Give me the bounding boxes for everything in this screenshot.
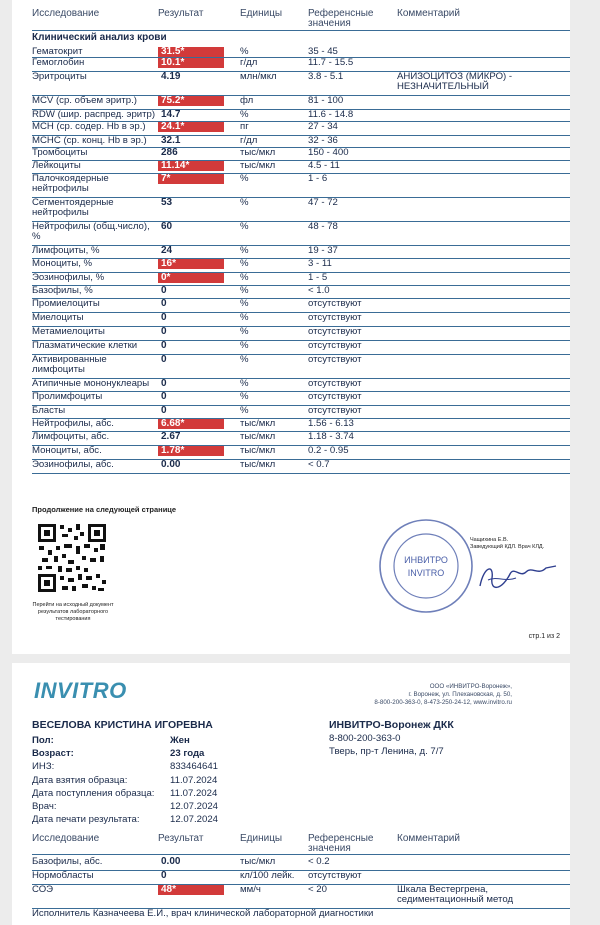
test-name: Гематокрит: [32, 46, 83, 57]
p2-header-result: Результат: [158, 833, 204, 844]
table-row: [32, 121, 570, 136]
reference-range: 0.2 - 0.95: [308, 445, 349, 456]
header-comment: Комментарий: [397, 8, 460, 19]
test-name: Нейтрофилы (общ.число), %: [32, 221, 150, 242]
table-row: [32, 258, 570, 273]
result-value: 2.67: [161, 431, 181, 442]
test-name: Активированные лимфоциты: [32, 354, 107, 375]
test-name: Палочкоядерные нейтрофилы: [32, 173, 109, 194]
table-row: [32, 285, 570, 299]
header-reference: Референсные значения: [308, 8, 374, 29]
table-row: [32, 245, 570, 259]
test-name: Базофилы, %: [32, 285, 93, 296]
table-row: [32, 71, 570, 96]
reference-range: < 20: [308, 884, 327, 895]
table-row: [32, 221, 570, 246]
reference-range: 150 - 400: [308, 147, 349, 158]
test-name: Базофилы, абс.: [32, 856, 103, 867]
table-row: [32, 391, 570, 406]
reference-range: 47 - 72: [308, 197, 338, 208]
signature-icon: [472, 556, 562, 596]
reference-range: отсутствуют: [308, 405, 362, 416]
test-name: Бласты: [32, 405, 66, 416]
units: пг: [240, 121, 249, 132]
p2-header-divider: [32, 854, 570, 855]
test-name: Нормобласты: [32, 870, 94, 881]
clinic-name: ИНВИТРО-Воронеж ДКК: [329, 719, 454, 731]
result-value: 1.78*: [158, 446, 224, 456]
reference-range: 11.7 - 15.5: [308, 57, 354, 68]
units: %: [240, 245, 249, 256]
test-name: Лимфоциты, абс.: [32, 431, 110, 442]
units: тыс/мкл: [240, 147, 276, 158]
performer: Исполнитель Казначеева Е.И., врач клинической лабораторной диагностики: [32, 908, 374, 919]
info-label: Врач:: [32, 801, 57, 812]
test-name: Эозинофилы, абс.: [32, 459, 114, 470]
units: тыс/мкл: [240, 459, 276, 470]
company-name: ООО «ИНВИТРО-Воронеж»,: [429, 683, 512, 690]
signatory-title: Заведующий КДЛ. Врач КЛД.: [470, 544, 545, 550]
comment: Шкала Вестергрена, седиментационный метод: [397, 884, 514, 905]
header-test: Исследование: [32, 8, 100, 19]
test-name: MCH (ср. содер. Hb в эр.): [32, 121, 146, 132]
table-row: [32, 431, 570, 446]
test-name: MCV (ср. объем эритр.): [32, 95, 137, 106]
units: %: [240, 405, 249, 416]
test-name: Моноциты, абс.: [32, 445, 102, 456]
test-name: Миелоциты: [32, 312, 84, 323]
reference-range: 1.18 - 3.74: [308, 431, 354, 442]
units: тыс/мкл: [240, 160, 276, 171]
units: %: [240, 378, 249, 389]
result-value: 286: [161, 147, 178, 158]
test-name: Гемоглобин: [32, 57, 85, 68]
reference-range: отсутствуют: [308, 340, 362, 351]
result-value: 4.19: [161, 71, 181, 82]
units: мм/ч: [240, 884, 261, 895]
info-label: Возраст:: [32, 748, 74, 760]
units: %: [240, 285, 249, 296]
reference-range: 1 - 6: [308, 173, 328, 184]
table-row: [32, 173, 570, 198]
reference-range: 11.6 - 14.8: [308, 109, 354, 120]
units: тыс/мкл: [240, 856, 276, 867]
test-name: Моноциты, %: [32, 258, 93, 269]
section-title: Клинический анализ крови: [32, 32, 167, 43]
units: %: [240, 272, 249, 283]
info-value: 11.07.2024: [170, 774, 218, 786]
reference-range: 27 - 34: [308, 121, 338, 132]
lab-stamp: [377, 517, 475, 615]
table-row: [32, 340, 570, 355]
reference-range: 81 - 100: [308, 95, 344, 106]
units: г/дл: [240, 57, 258, 68]
units: %: [240, 258, 249, 269]
table-row: [32, 312, 570, 327]
qr-code-icon[interactable]: [36, 522, 108, 594]
reference-range: 3.8 - 5.1: [308, 71, 344, 82]
header-divider: [32, 30, 570, 31]
info-label: ИНЗ:: [32, 761, 55, 773]
result-value: 0.00: [161, 459, 181, 470]
info-value: 833464641: [170, 761, 219, 773]
units: %: [240, 109, 249, 120]
units: г/дл: [240, 135, 258, 146]
result-value: 10.1*: [158, 58, 224, 68]
qr-caption: Перейти на исходный документ результатов лабораторного тестирования: [32, 602, 114, 622]
stamp-text-en: INVITRO: [407, 568, 445, 578]
reference-range: отсутствуют: [308, 870, 362, 881]
info-label: Пол:: [32, 735, 54, 746]
test-name: СОЭ: [32, 884, 54, 895]
table-row: [32, 147, 570, 161]
table-row: [32, 57, 570, 72]
reference-range: 48 - 78: [308, 221, 338, 232]
result-value: 0: [161, 312, 167, 323]
continued-note: Продолжение на следующей странице: [32, 505, 177, 514]
units: %: [240, 221, 249, 232]
reference-range: отсутствуют: [308, 391, 362, 402]
result-value: 0: [161, 326, 167, 337]
result-value: 0: [161, 405, 167, 416]
reference-range: 1.56 - 6.13: [308, 418, 354, 429]
result-value: 0: [161, 354, 167, 365]
info-value: 11.07.2024: [170, 787, 218, 799]
test-name: Лимфоциты, %: [32, 245, 100, 256]
test-name: Нейтрофилы, абс.: [32, 418, 114, 429]
reference-range: 19 - 37: [308, 245, 338, 256]
table-row: [32, 160, 570, 174]
result-value: 24: [161, 245, 173, 256]
table-row: [32, 418, 570, 432]
test-name: MCHC (ср. конц. Hb в эр.): [32, 135, 147, 146]
info-value: 12.07.2024: [170, 814, 219, 826]
units: %: [240, 298, 249, 309]
test-name: Лейкоциты: [32, 160, 81, 171]
invitro-logo: INVITRO: [34, 678, 127, 703]
p2-header-comment: Комментарий: [397, 833, 460, 844]
reference-range: отсутствуют: [308, 312, 362, 323]
table-row: [32, 272, 570, 286]
reference-range: отсутствуют: [308, 298, 362, 309]
units: тыс/мкл: [240, 431, 276, 442]
report-page-1: [12, 0, 570, 654]
test-name: Промиелоциты: [32, 298, 100, 309]
result-value: 16*: [158, 259, 224, 269]
signatory-name: Чащихина Е.В.: [470, 537, 509, 543]
test-name: Эозинофилы, %: [32, 272, 105, 283]
patient-name: ВЕСЕЛОВА КРИСТИНА ИГОРЕВНА: [32, 719, 213, 731]
reference-range: 32 - 36: [308, 135, 338, 146]
result-value: 60: [161, 221, 173, 232]
result-value: 6.68*: [158, 419, 224, 429]
header-result: Результат: [158, 8, 204, 19]
units: фл: [240, 95, 254, 106]
info-label: Дата поступления образца:: [32, 787, 155, 799]
reference-range: отсутствуют: [308, 378, 362, 389]
units: %: [240, 354, 249, 365]
result-value: 0: [161, 298, 167, 309]
table-row: [32, 298, 570, 313]
units: %: [240, 46, 249, 57]
units: %: [240, 326, 249, 337]
table-row: [32, 405, 570, 419]
result-value: 0*: [158, 273, 224, 283]
result-value: 75.2*: [158, 96, 224, 106]
company-phones: 8-800-200-363-0, 8-473-250-24-12, www.invitro.ru: [374, 699, 512, 706]
reference-range: 35 - 45: [308, 46, 338, 57]
result-value: 7*: [158, 174, 224, 184]
stamp-text-ru: ИНВИТРО: [404, 555, 448, 565]
table-row: [32, 354, 570, 379]
report-page-2: [12, 663, 570, 925]
result-value: 48*: [158, 885, 224, 895]
result-value: 0: [161, 391, 167, 402]
header-units: Единицы: [240, 8, 283, 19]
test-name: Тромбоциты: [32, 147, 88, 158]
units: %: [240, 391, 249, 402]
table-row: [32, 326, 570, 341]
comment: АНИЗОЦИТОЗ (МИКРО) - НЕЗНАЧИТЕЛЬНЫЙ: [397, 71, 513, 92]
units: %: [240, 197, 249, 208]
page-number: стр.1 из 2: [528, 633, 560, 640]
result-value: 0: [161, 285, 167, 296]
result-value: 14.7: [161, 109, 181, 120]
table-row: [32, 378, 570, 392]
units: млн/мкл: [240, 71, 277, 82]
p2-header-test: Исследование: [32, 833, 100, 844]
clinic-address: Тверь, пр-т Ленина, д. 7/7: [329, 746, 444, 757]
units: %: [240, 173, 249, 184]
test-name: Сегментоядерные нейтрофилы: [32, 197, 114, 218]
reference-range: 1 - 5: [308, 272, 328, 283]
reference-range: < 0.7: [308, 459, 330, 470]
reference-range: отсутствуют: [308, 326, 362, 337]
table-row: [32, 870, 570, 885]
signature-block: [470, 537, 570, 551]
test-name: Плазматические клетки: [32, 340, 138, 351]
info-value: 23 года: [170, 748, 205, 760]
reference-range: 4.5 - 11: [308, 160, 340, 171]
table-row: [32, 95, 570, 110]
result-value: 24.1*: [158, 122, 224, 132]
result-value: 0: [161, 378, 167, 389]
clinic-phone: 8-800-200-363-0: [329, 733, 401, 744]
reference-range: < 1.0: [308, 285, 330, 296]
test-name: Метамиелоциты: [32, 326, 105, 337]
table-row: [32, 856, 570, 871]
test-name: Эритроциты: [32, 71, 87, 82]
result-value: 11.14*: [158, 161, 224, 171]
company-address: г. Воронеж, ул. Плехановская, д. 50,: [408, 691, 512, 698]
info-label: Дата взятия образца:: [32, 774, 128, 786]
table-row: [32, 884, 570, 909]
reference-range: < 0.2: [308, 856, 330, 867]
units: кл/100 лейк.: [240, 870, 295, 881]
result-value: 31.5*: [158, 47, 224, 57]
result-value: 53: [161, 197, 173, 208]
table-row: [32, 459, 570, 474]
info-label: Дата печати результата:: [32, 814, 140, 826]
table-row: [32, 445, 570, 460]
table-row: [32, 197, 570, 222]
company-info: [342, 683, 512, 707]
units: тыс/мкл: [240, 418, 276, 429]
p2-header-units: Единицы: [240, 833, 283, 844]
result-value: 0.00: [161, 856, 181, 867]
units: %: [240, 340, 249, 351]
result-value: 0: [161, 340, 167, 351]
test-name: Пролимфоциты: [32, 391, 103, 402]
result-value: 0: [161, 870, 167, 881]
reference-range: 3 - 11: [308, 258, 332, 269]
test-name: Атипичные мононуклеары: [32, 378, 150, 389]
units: %: [240, 312, 249, 323]
units: тыс/мкл: [240, 445, 276, 456]
info-value: Жен: [170, 735, 190, 746]
info-value: 12.07.2024: [170, 801, 219, 812]
result-value: 32.1: [161, 135, 181, 146]
test-name: RDW (шир. распред. эритр): [32, 109, 156, 120]
reference-range: отсутствуют: [308, 354, 362, 365]
p2-header-reference: Референсные значения: [308, 833, 374, 854]
